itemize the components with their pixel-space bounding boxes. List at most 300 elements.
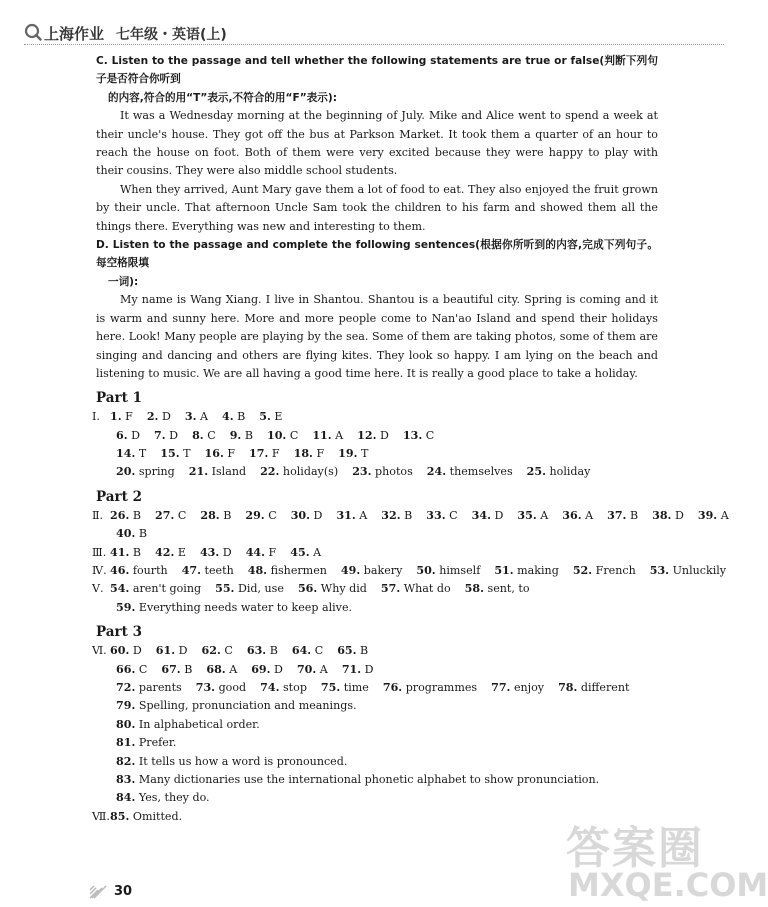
question-number: 36. [562, 508, 582, 522]
answer-row [96, 679, 658, 697]
answer-item [189, 465, 246, 478]
question-number: 64. [291, 644, 312, 658]
answer-item [558, 681, 629, 694]
question-number: 15. [160, 447, 180, 461]
series-title: 上海作业 [44, 25, 105, 43]
answer-item [416, 564, 480, 577]
question-number: 45. [290, 545, 310, 559]
page-content [92, 52, 729, 826]
answer-item [110, 564, 168, 577]
question-number: 13. [402, 428, 423, 442]
answer-item [381, 509, 412, 522]
answer-item [116, 527, 147, 540]
answer-text: D [178, 644, 188, 658]
answer-text: B [223, 508, 232, 522]
answer-items [110, 580, 544, 598]
question-number: 9. [229, 428, 242, 442]
answer-row [96, 771, 658, 789]
answer-text: parents [138, 681, 182, 694]
answer-row [96, 697, 658, 715]
question-number: 75. [320, 681, 341, 694]
question-number: 50. [416, 564, 436, 578]
answer-items [110, 562, 740, 580]
answer-text: C [177, 508, 187, 522]
answer-text: D [132, 644, 142, 658]
answer-text: F [125, 410, 133, 424]
question-number: 70. [296, 662, 317, 676]
answer-item [298, 582, 367, 595]
roman-numeral: Ⅲ. [92, 545, 107, 559]
answer-item [291, 509, 323, 522]
answer-row [96, 463, 658, 481]
question-number: 85. [110, 809, 130, 823]
answer-text: time [343, 681, 369, 694]
answer-key [92, 389, 729, 826]
answer-item [491, 681, 544, 694]
answer-text: In alphabetical order. [138, 717, 260, 731]
answer-item [116, 773, 599, 786]
answer-row [92, 544, 658, 562]
answer-text: D [494, 508, 504, 522]
question-number: 28. [200, 508, 220, 522]
answer-text: A [335, 428, 344, 442]
section-c-title: C. Listen to the passage and tell whether the following statements are true or false(判断下列句子是否符合你听到 的内容,符合的用“T”表示,不符合的用“F”表示): [96, 55, 658, 104]
answer-text: B [138, 527, 147, 541]
answer-item [205, 447, 236, 460]
answer-item [155, 546, 186, 559]
answer-text: A [319, 662, 328, 676]
answer-item [294, 447, 325, 460]
question-number: 66. [116, 662, 136, 676]
answer-item [110, 546, 141, 559]
section-d-paragraph: My name is Wang Xiang. I live in Shantou. Shantou is a beautiful city. Spring is coming and it is warm and sunny here. More and more people come to Nan'ao Island and spend their holidays here. Look! Many people are playing by the sea. Some of them are taking photos, some of them are singing and dancing and others are flying kites. They look so happy. I am lying on the beach and listening to music. We are all having a good time here. It is really a good place to take a holiday. [96, 293, 658, 380]
question-number: 16. [204, 447, 224, 461]
answer-text: T [360, 447, 369, 461]
answer-text: F [268, 545, 277, 559]
question-number: 4. [222, 410, 234, 424]
answer-text: photos [375, 465, 413, 479]
question-number: 76. [382, 681, 403, 694]
question-number: 80. [116, 717, 136, 731]
answer-item [267, 429, 298, 442]
question-number: 10. [266, 428, 287, 442]
question-number: 73. [195, 681, 216, 694]
answer-text: B [184, 662, 193, 676]
answer-item [562, 509, 593, 522]
answer-text: C [314, 644, 324, 658]
answer-item [182, 564, 234, 577]
answer-item [494, 564, 559, 577]
answer-text: B [244, 428, 253, 442]
question-number: 20. [116, 465, 136, 479]
answer-item [161, 663, 192, 676]
question-number: 14. [116, 447, 136, 461]
question-number: 24. [426, 465, 447, 479]
question-number: 27. [155, 508, 175, 522]
answer-text: A [585, 508, 594, 522]
answer-text: C [449, 508, 458, 522]
question-number: 82. [116, 754, 136, 768]
answer-text: It tells us how a word is pronounced. [138, 754, 348, 768]
answer-item [154, 429, 178, 442]
answer-text: stop [282, 681, 307, 694]
question-number: 46. [110, 564, 130, 578]
answer-text: C [425, 428, 435, 442]
answer-item [650, 564, 726, 577]
section-d-title: D. Listen to the passage and complete the following sentences(根据你所听到的内容,完成下列句子。每空格限填 一词): [96, 239, 658, 288]
question-number: 69. [251, 662, 271, 676]
question-number: 22. [260, 465, 280, 479]
question-number: 37. [607, 508, 627, 522]
answer-text: Island [211, 465, 247, 479]
question-number: 84. [116, 791, 136, 805]
question-number: 49. [340, 564, 361, 578]
answer-row [96, 716, 658, 734]
answer-text: A [229, 662, 238, 676]
answer-row [96, 753, 658, 771]
question-number: 3. [184, 410, 197, 424]
roman-numeral: Ⅱ. [92, 508, 104, 522]
answer-items [110, 507, 743, 525]
answer-item [652, 509, 684, 522]
answer-text: B [360, 644, 369, 658]
answer-item [185, 410, 208, 423]
answer-item [381, 582, 451, 595]
question-number: 72. [116, 681, 136, 694]
question-number: 79. [116, 699, 136, 713]
question-number: 12. [357, 428, 377, 442]
answer-item [465, 582, 530, 595]
answer-item [200, 509, 231, 522]
answer-text: different [580, 681, 630, 694]
section-c-paragraph: When they arrived, Aunt Mary gave them a lot of food to eat. They also enjoyed the fruit grown by their uncle. That afternoon Uncle Sam took the children to his farm and showed them all the things there. Everything was new and interesting to them. [96, 182, 658, 233]
answer-item [607, 509, 638, 522]
answer-items [110, 808, 196, 826]
answer-item [352, 465, 413, 478]
answer-item [260, 681, 307, 694]
answer-item [321, 681, 369, 694]
answer-items [116, 599, 366, 617]
answer-item [215, 582, 284, 595]
question-number: 81. [116, 736, 136, 750]
question-number: 29. [245, 508, 265, 522]
answer-item [110, 644, 142, 657]
question-number: 47. [181, 564, 201, 578]
roman-numeral: Ⅴ. [92, 582, 104, 596]
answer-text: A [199, 410, 208, 424]
answer-item [290, 546, 321, 559]
roman-numeral: Ⅳ. [92, 564, 107, 578]
question-number: 38. [652, 508, 672, 522]
roman-numeral: Ⅰ. [92, 410, 100, 424]
answer-item [248, 564, 327, 577]
answer-text: holiday [549, 465, 591, 479]
answer-row [92, 562, 727, 580]
answer-text: D [222, 545, 232, 559]
question-number: 2. [146, 410, 159, 424]
answer-row [92, 642, 658, 660]
answer-text: T [138, 447, 147, 461]
answer-text: programmes [405, 681, 478, 694]
answer-text: making [517, 564, 559, 578]
answer-text: fourth [132, 564, 168, 578]
answer-item [260, 465, 338, 478]
answer-item [573, 564, 636, 577]
answer-text: D [131, 428, 141, 442]
answer-text: Everything needs water to keep alive. [138, 600, 353, 614]
answer-item [156, 644, 188, 657]
question-number: 31. [336, 508, 356, 522]
answer-item [259, 410, 282, 423]
answer-item [110, 810, 182, 823]
answer-item [200, 546, 232, 559]
answer-item [337, 644, 368, 657]
answer-text: aren't going [132, 582, 202, 596]
answer-item [336, 509, 367, 522]
question-number: 23. [352, 465, 372, 479]
answer-items [110, 408, 297, 426]
question-number: 59. [116, 600, 136, 614]
answer-items [116, 716, 274, 734]
answer-text: French [595, 564, 636, 578]
answer-text: good [218, 681, 247, 694]
answer-item [312, 429, 343, 442]
watermark-site: MXQE.COM [568, 866, 768, 904]
question-number: 44. [245, 545, 266, 559]
answer-text: B [269, 644, 278, 658]
answer-items [116, 771, 613, 789]
roman-numeral: Ⅶ. [92, 809, 110, 823]
answer-text: D [313, 508, 323, 522]
answer-text: Yes, they do. [138, 791, 210, 805]
question-number: 65. [337, 644, 357, 658]
question-number: 56. [297, 582, 318, 596]
answer-text: B [629, 508, 639, 522]
answer-row [96, 734, 658, 752]
question-number: 18. [293, 447, 313, 461]
question-number: 43. [199, 545, 220, 559]
answer-item [698, 509, 729, 522]
part-heading: Part 2 [96, 488, 142, 505]
question-number: 34. [471, 508, 491, 522]
answer-items [116, 427, 448, 445]
answer-item [116, 447, 146, 460]
answer-row [92, 507, 729, 525]
answer-item [426, 509, 457, 522]
question-number: 32. [381, 508, 401, 522]
answer-items [116, 463, 604, 481]
answer-item [116, 699, 357, 712]
answer-items [116, 661, 388, 679]
answer-row [96, 525, 658, 543]
answer-text: A [540, 508, 549, 522]
section-c-paragraph: It was a Wednesday morning at the beginning of July. Mike and Alice went to spend a week at their uncle's house. They got off the bus at Parkson Market. It took them a quarter of an hour to reach the house on foot. Both of them were very excited because they were happy to play with their cousins. They were also middle school students. [96, 109, 658, 178]
question-number: 57. [380, 582, 401, 596]
answer-item [427, 465, 513, 478]
answer-item [342, 663, 374, 676]
answer-item [116, 429, 140, 442]
answer-text: E [274, 410, 283, 424]
answer-row [92, 408, 658, 426]
question-number: 40. [116, 527, 136, 541]
question-number: 53. [649, 564, 670, 578]
answer-text: C [224, 644, 233, 658]
question-number: 78. [558, 681, 578, 694]
question-number: 8. [192, 428, 204, 442]
answer-text: D [274, 662, 283, 676]
answer-text: F [227, 447, 236, 461]
answer-text: Many dictionaries use the international phonetic alphabet to show pronunciation. [138, 772, 600, 786]
answer-item [110, 582, 201, 595]
answer-item [251, 663, 283, 676]
answer-text: C [268, 508, 277, 522]
answer-text: E [177, 545, 186, 559]
answer-row [96, 445, 658, 463]
question-number: 6. [116, 428, 128, 442]
answer-text: fishermen [270, 564, 327, 578]
question-number: 77. [491, 681, 511, 694]
answer-text: himself [439, 564, 481, 578]
question-number: 41. [110, 545, 130, 559]
answer-text: Prefer. [138, 736, 177, 750]
question-number: 19. [338, 447, 358, 461]
answer-item [116, 755, 347, 768]
answer-item [116, 681, 182, 694]
question-number: 1. [110, 410, 122, 424]
answer-item [196, 681, 246, 694]
answer-item [116, 791, 210, 804]
answer-item [202, 644, 233, 657]
answer-text: Unluckily [672, 564, 727, 578]
answer-row [96, 789, 658, 807]
question-number: 11. [312, 428, 332, 442]
answer-text: B [404, 508, 413, 522]
answer-item [110, 410, 133, 423]
question-number: 83. [116, 772, 136, 786]
question-number: 42. [155, 545, 175, 559]
answer-items [116, 789, 224, 807]
answer-text: Why did [320, 582, 367, 596]
question-number: 58. [464, 582, 484, 596]
answer-text: Did, use [237, 582, 284, 596]
answer-text: T [183, 447, 191, 461]
answer-item [116, 736, 176, 749]
answer-item [249, 447, 280, 460]
question-number: 17. [249, 447, 269, 461]
question-number: 51. [494, 564, 514, 578]
answer-text: Spelling, pronunciation and meanings. [138, 699, 357, 713]
answer-text: themselves [449, 465, 513, 479]
question-number: 61. [155, 644, 176, 658]
page-header [24, 22, 724, 45]
question-number: 7. [154, 428, 166, 442]
question-number: 62. [201, 644, 221, 658]
question-number: 63. [246, 644, 267, 658]
answer-text: F [271, 447, 280, 461]
answer-text: F [316, 447, 325, 461]
answer-text: C [138, 662, 148, 676]
answer-item [116, 663, 147, 676]
question-number: 39. [697, 508, 718, 522]
answer-item [147, 410, 171, 423]
answer-text: bakery [363, 564, 403, 578]
question-number: 55. [215, 582, 235, 596]
answer-items [116, 445, 382, 463]
question-number: 60. [110, 644, 130, 658]
answer-item [222, 410, 245, 423]
answer-item [160, 447, 190, 460]
question-number: 30. [290, 508, 310, 522]
answer-item [338, 447, 368, 460]
page-number: 30 [114, 884, 133, 899]
question-number: 67. [161, 662, 181, 676]
answer-text: Omitted. [132, 809, 183, 823]
answer-text: teeth [204, 564, 234, 578]
answer-text: enjoy [513, 681, 545, 694]
answer-items [110, 544, 335, 562]
answer-text: D [674, 508, 684, 522]
answer-items [110, 642, 382, 660]
answer-text: D [364, 662, 374, 676]
question-number: 52. [572, 564, 593, 578]
answer-item [527, 465, 591, 478]
question-number: 5. [259, 410, 271, 424]
page-corner-decoration-icon [88, 876, 112, 900]
search-logo-icon [24, 23, 42, 41]
answer-text: A [313, 545, 322, 559]
answer-items [116, 753, 361, 771]
answer-item [383, 681, 477, 694]
answer-item [116, 465, 175, 478]
answer-text: B [237, 410, 246, 424]
answer-item [341, 564, 402, 577]
answer-item [357, 429, 389, 442]
answer-item [116, 601, 352, 614]
answer-item [192, 429, 216, 442]
answer-row [92, 580, 658, 598]
answer-item [297, 663, 328, 676]
answer-text: D [169, 428, 179, 442]
part-heading: Part 1 [96, 390, 142, 407]
book-subtitle: 七年级・英语(上) [116, 27, 227, 43]
answer-text: sent, to [487, 582, 530, 596]
answer-item [472, 509, 504, 522]
question-number: 71. [341, 662, 362, 676]
answer-text: What do [403, 582, 451, 596]
answer-text: A [359, 508, 368, 522]
question-number: 21. [188, 465, 209, 479]
answer-item [206, 663, 237, 676]
answer-text: D [380, 428, 389, 442]
answer-row [96, 599, 658, 617]
question-number: 25. [526, 465, 546, 479]
question-number: 26. [110, 508, 130, 522]
answer-item [403, 429, 434, 442]
question-number: 35. [517, 508, 537, 522]
answer-items [116, 679, 643, 697]
part-heading: Part 3 [96, 624, 142, 641]
answer-text: holiday(s) [282, 465, 339, 479]
question-number: 68. [206, 662, 226, 676]
answer-row [96, 427, 658, 445]
answer-items [116, 525, 161, 543]
answer-item [247, 644, 278, 657]
answer-text: C [207, 428, 216, 442]
answer-item [116, 718, 260, 731]
question-number: 54. [110, 582, 130, 596]
question-number: 33. [426, 508, 446, 522]
answer-item [155, 509, 186, 522]
